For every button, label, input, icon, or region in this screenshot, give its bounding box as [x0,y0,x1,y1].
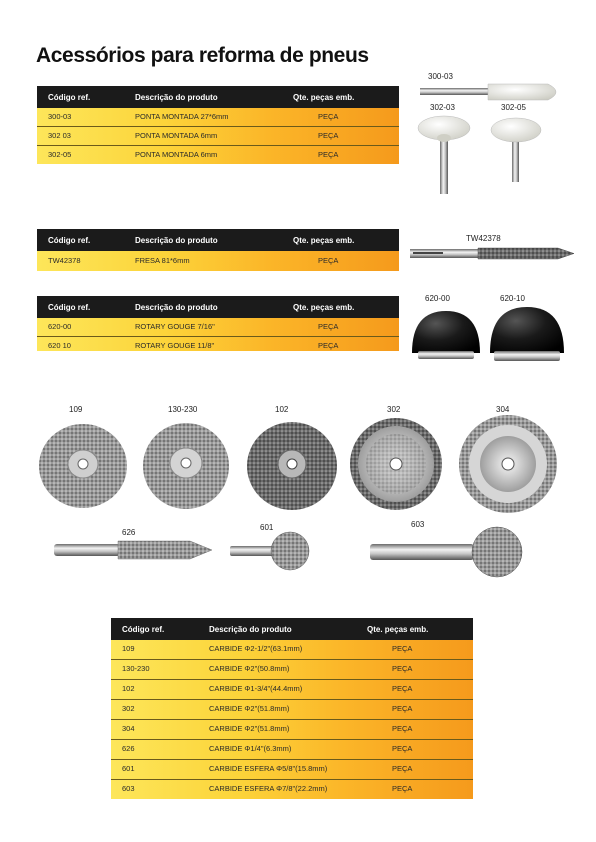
table-row [111,659,473,679]
table-row [111,640,473,659]
cell-desc: FRESA 81*6mm [135,256,190,265]
caption-302-03: 302-03 [430,103,455,112]
table-header [37,296,399,318]
table-row [111,779,473,799]
caption-102: 102 [275,405,289,414]
mounted-point-302-03-image [416,112,476,196]
header-desc: Descrição do produto [135,93,218,102]
caption-130-230: 130-230 [168,405,198,414]
table-row [37,145,399,164]
caption-300-03: 300-03 [428,72,453,81]
table-mounted-points [37,86,399,164]
header-code: Código ref. [122,625,165,634]
caption-620-00: 620-00 [425,294,450,303]
cell-desc: ROTARY GOUGE 7/16" [135,322,215,331]
cell-qty: PEÇA [392,664,413,673]
cell-qty: PEÇA [318,322,339,331]
cell-code: 302-05 [48,150,72,159]
caption-603: 603 [411,520,425,529]
table-row [37,336,399,351]
cell-code: 109 [122,644,135,653]
carbide-wheel-102-image [243,416,341,514]
cell-code: 130-230 [122,664,150,673]
cell-desc: CARBIDE Φ1/4"(6.3mm) [209,744,292,753]
header-code: Código ref. [48,93,91,102]
cell-code: 302 [122,704,135,713]
cell-qty: PEÇA [392,644,413,653]
cell-qty: PEÇA [392,744,413,753]
cell-desc: CARBIDE ESFERA Φ7/8"(22.2mm) [209,784,328,793]
table-row [111,679,473,699]
caption-109: 109 [69,405,83,414]
cell-qty: PEÇA [318,150,339,159]
cell-qty: PEÇA [392,764,413,773]
table-body [37,318,399,351]
carbide-ball-603-image [368,526,528,580]
cell-code: 626 [122,744,135,753]
caption-601: 601 [260,523,274,532]
header-qty: Qte. peças emb. [293,236,355,245]
cell-desc: CARBIDE Φ2"(50.8mm) [209,664,290,673]
cell-qty: PEÇA [392,704,413,713]
cell-qty: PEÇA [392,724,413,733]
table-carbide [111,618,473,799]
cell-code: 300-03 [48,112,72,121]
page-title: Acessórios para reforma de pneus [36,44,369,67]
mounted-point-300-03-image [418,82,568,102]
cell-code: 601 [122,764,135,773]
burr-tw42378-image [408,244,578,264]
caption-302-05: 302-05 [501,103,526,112]
cell-desc: PONTA MONTADA 27*6mm [135,112,229,121]
cell-code: 302 03 [48,131,71,140]
table-row [37,108,399,126]
carbide-ball-601-image [228,530,312,574]
carbide-disc-302-image [346,414,446,514]
cell-desc: CARBIDE Φ2"(51.8mm) [209,704,290,713]
cell-desc: CARBIDE ESFERA Φ5/8"(15.8mm) [209,764,328,773]
caption-302: 302 [387,405,401,414]
carbide-burr-626-image [52,536,214,564]
table-burr [37,229,399,271]
header-code: Código ref. [48,236,91,245]
cell-desc: PONTA MONTADA 6mm [135,150,218,159]
cell-code: 620 10 [48,341,71,350]
table-header [37,86,399,108]
table-row [111,739,473,759]
carbide-wheel-109-image [35,416,131,512]
rotary-gouge-620-00-image [408,305,484,365]
cell-desc: CARBIDE Φ1-3/4"(44.4mm) [209,684,303,693]
cell-desc: CARBIDE Φ2-1/2"(63.1mm) [209,644,303,653]
rotary-gouge-620-10-image [486,303,568,367]
header-qty: Qte. peças emb. [293,93,355,102]
cell-code: 304 [122,724,135,733]
table-header [37,229,399,251]
table-row [111,699,473,719]
table-row [37,251,399,271]
table-row [37,318,399,336]
cell-code: 620-00 [48,322,72,331]
cell-code: 603 [122,784,135,793]
cell-code: 102 [122,684,135,693]
table-row [37,126,399,145]
cell-desc: ROTARY GOUGE 11/8" [135,341,215,350]
cell-qty: PEÇA [318,131,339,140]
caption-tw42378: TW42378 [466,234,501,243]
table-body [37,251,399,271]
cell-qty: PEÇA [392,784,413,793]
cell-qty: PEÇA [318,341,339,350]
header-desc: Descrição do produto [209,625,292,634]
table-rotary-gouge [37,296,399,351]
header-qty: Qte. peças emb. [367,625,429,634]
carbide-wheel-130-230-image [139,416,233,512]
header-desc: Descrição do produto [135,303,218,312]
cell-code: TW42378 [48,256,81,265]
carbide-disc-304-image [458,414,558,514]
cell-qty: PEÇA [318,256,339,265]
cell-desc: CARBIDE Φ2"(51.8mm) [209,724,290,733]
header-desc: Descrição do produto [135,236,218,245]
table-body [37,108,399,164]
cell-qty: PEÇA [392,684,413,693]
mounted-point-302-05-image [488,112,548,184]
caption-626: 626 [122,528,136,537]
table-row [111,719,473,739]
caption-620-10: 620-10 [500,294,525,303]
caption-304: 304 [496,405,510,414]
table-body [111,640,473,799]
table-header [111,618,473,640]
header-code: Código ref. [48,303,91,312]
header-qty: Qte. peças emb. [293,303,355,312]
table-row [111,759,473,779]
cell-qty: PEÇA [318,112,339,121]
cell-desc: PONTA MONTADA 6mm [135,131,218,140]
